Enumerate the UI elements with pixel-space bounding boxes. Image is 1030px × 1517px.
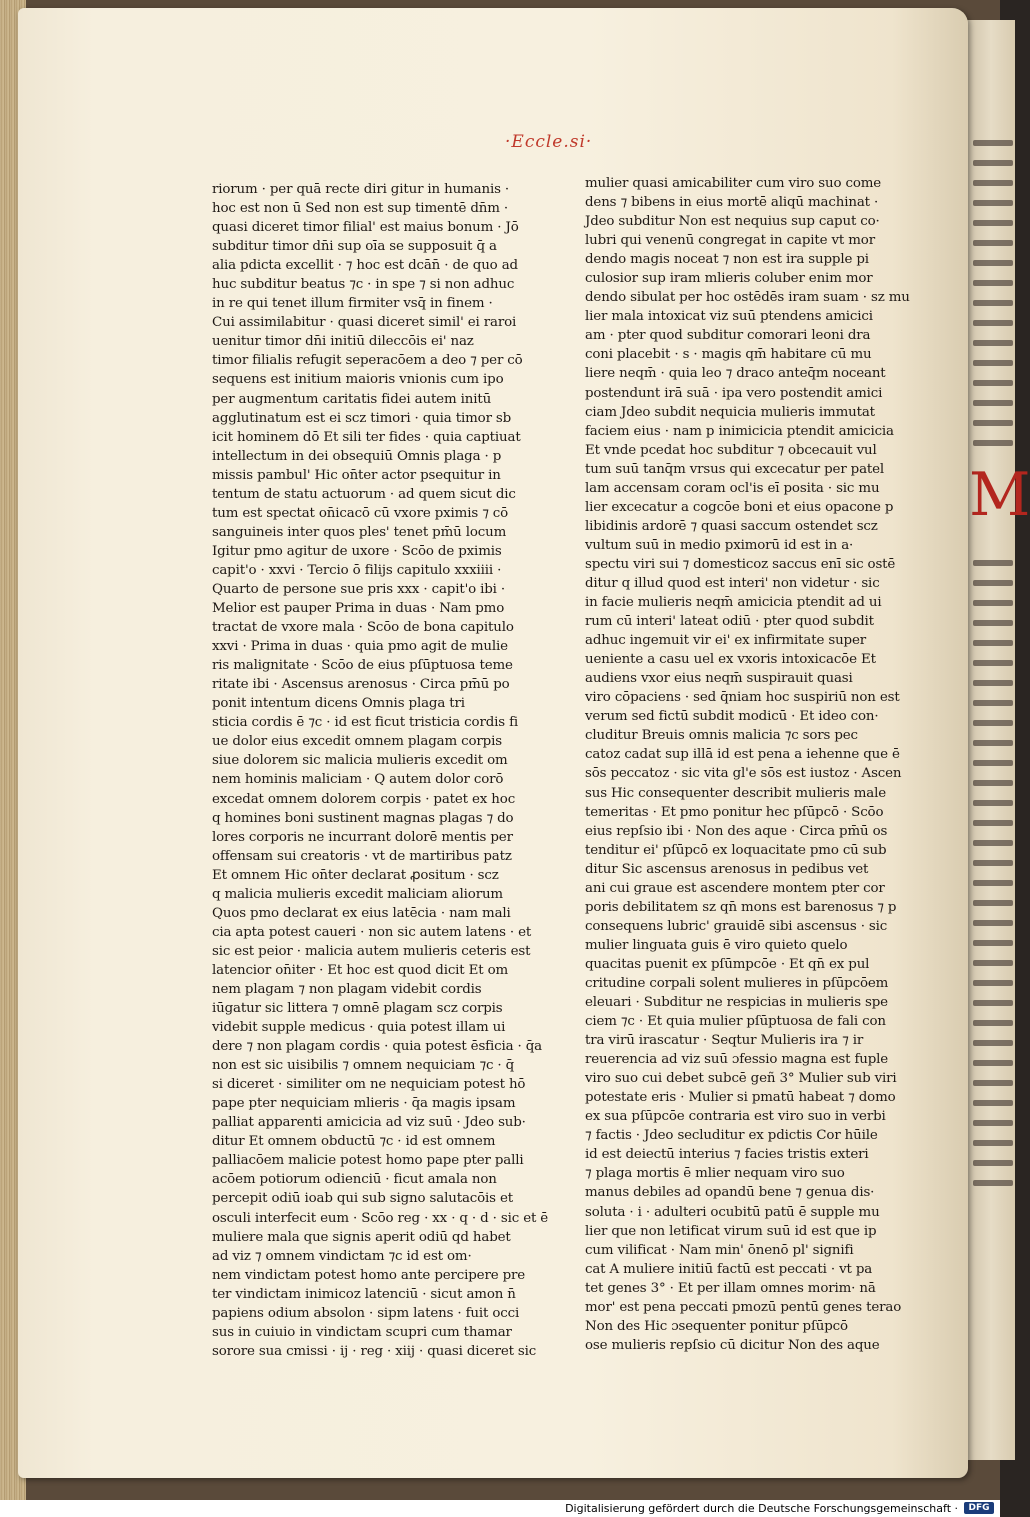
text-line: dendo magis noceat ⁊ non est ira supple pi bbox=[585, 252, 869, 268]
text-line: consequens lubric' grauidē sibi ascensus · sic bbox=[585, 918, 888, 934]
text-line: lier mala intoxicat viz suū ptendens amicici bbox=[585, 309, 873, 325]
text-line: palliacōem malicie potest homo pape pter palli bbox=[212, 1153, 524, 1169]
text-line: si diceret · similiter om ne nequiciam potest hō bbox=[212, 1077, 526, 1093]
text-line: lores corporis ne incurrant dolorē mentis per bbox=[212, 829, 513, 845]
text-line: sorore sua cmissi · ij · reg · xiij · quasi diceret sic bbox=[212, 1343, 537, 1359]
text-line: ⁊ plaga mortis ē mlier nequam viro suo bbox=[585, 1166, 845, 1182]
text-line: ciam Jdeo subdit nequicia mulieris immutat bbox=[585, 404, 875, 420]
text-line: eleuari · Subditur ne respicias in mulieris spe bbox=[585, 995, 888, 1011]
text-line: ditur Et omnem obductū ⁊c · id est omnem bbox=[212, 1134, 496, 1150]
text-line: faciem eius · nam p inimicicia ptendit amicicia bbox=[585, 423, 894, 439]
text-line: tractat de vxore mala · Scōo de bona capitulo bbox=[212, 620, 514, 636]
text-line: spectu viri sui ⁊ domesticoz saccus enī sic ostē bbox=[585, 556, 896, 572]
text-line: cia apta potest caueri · non sic autem latens · et bbox=[212, 924, 532, 940]
text-line: Jdeo subditur Non est nequius sup caput co· bbox=[585, 214, 880, 230]
text-line: videbit supple medicus · quia potest illam ui bbox=[212, 1020, 506, 1036]
text-line: latencior on̄iter · Et hoc est quod dicit Et om bbox=[212, 962, 509, 978]
text-line: tenditur ei' pſūpcō ex loquacitate pmo cū sub bbox=[585, 842, 887, 858]
text-line: verum sed fictū subdit modicū · Et ideo con· bbox=[585, 709, 879, 725]
text-line: eius repſsio ibi · Non des aque · Circa pm̄ū os bbox=[585, 823, 888, 839]
text-line: viro suo cui debet subcē geñ 3° Mulier sub viri bbox=[585, 1071, 897, 1087]
text-line: ditur q illud quod est interi' non videtur · sic bbox=[585, 575, 880, 591]
text-line: xxvi · Prima in duas · quia pmo agit de mulie bbox=[212, 639, 508, 655]
text-line: liere neqm̄ · quia leo ⁊ draco anteq̄m noceant bbox=[585, 366, 886, 382]
text-line: sanguineis inter quos ples' tenet pm̄ū locum bbox=[212, 524, 507, 540]
text-line: sequens est initium maioris vnionis cum ipo bbox=[212, 372, 504, 388]
text-line: percepit odiū ioab qui sub signo salutacōis et bbox=[212, 1191, 513, 1207]
text-line: ris malignitate · Scōo de eius pſūptuosa teme bbox=[212, 658, 513, 674]
text-line: ciem ⁊c · Et quia mulier pſūptuosa de fali con bbox=[585, 1014, 886, 1030]
text-line: ad viz ⁊ omnem vindictam ⁊c id est om· bbox=[212, 1248, 472, 1264]
text-line: viro cōpaciens · sed q̄niam hoc suspiriū non est bbox=[585, 690, 900, 706]
text-line: sic est peior · malicia autem mulieris ceteris est bbox=[212, 943, 531, 959]
text-line: mor' est pena peccati pmozū pentū genes terao bbox=[585, 1299, 902, 1315]
text-line: papiens odium absolon · sipm latens · fuit occi bbox=[212, 1305, 520, 1321]
text-line: mulier linguata guis ē viro quieto quelo bbox=[585, 937, 848, 953]
text-line: capit'o · xxvi · Tercio ō filijs capitulo xxxiiii · bbox=[212, 562, 502, 578]
text-line: in facie mulieris neqm̄ amicicia ptendit ad ui bbox=[585, 595, 882, 611]
text-line: timor filialis refugit seperacōem a deo ⁊ per cō bbox=[212, 353, 523, 369]
text-line: quacitas puenit ex pſūmpcōe · Et qn̄ ex pul bbox=[585, 956, 870, 972]
text-line: sticia cordis ē ⁊c · id est ficut tristicia cordis fi bbox=[212, 715, 519, 731]
text-line: tentum de statu actuorum · ad quem sicut dic bbox=[212, 486, 516, 502]
text-line: nem plagam ⁊ non plagam videbit cordis bbox=[212, 981, 482, 997]
running-head: ·Eccle.si· bbox=[505, 132, 593, 152]
text-line: Igitur pmo agitur de uxore · Scōo de pximis bbox=[212, 543, 502, 559]
text-line: dens ⁊ bibens in eius mortē aliqū machinat · bbox=[585, 195, 879, 211]
text-line: ue dolor eius excedit omnem plagam corpis bbox=[212, 734, 502, 750]
text-line: acōem potiorum odienciū · ficut amala non bbox=[212, 1172, 497, 1188]
text-line: postendunt irā suā · ipa vero postendit amici bbox=[585, 385, 883, 401]
text-line: tum est spectat on̄icacō cū vxore pximis ⁊ cō bbox=[212, 505, 509, 521]
text-line: muliere mala que signis aperit odiū qd habet bbox=[212, 1229, 511, 1245]
text-line: agglutinatum est ei scz timori · quia timor sb bbox=[212, 410, 512, 426]
text-line: adhuc ingemuit vir ei' ex infirmitate super bbox=[585, 633, 866, 649]
text-line: cum vilificat · Nam min' ōnenō pl' signifi bbox=[585, 1242, 854, 1258]
text-line: vultum suū in medio pximorū id est in a· bbox=[585, 537, 854, 553]
left-text-column bbox=[212, 180, 549, 1361]
text-line: rum cū interi' lateat odiū · pter quod subdit bbox=[585, 614, 874, 630]
text-line: am · pter quod subditur comorari leoni dra bbox=[585, 328, 871, 344]
text-line: Non des Hic ɔsequenter ponitur pſūpcō bbox=[585, 1318, 848, 1334]
text-line: ditur Sic ascensus arenosus in pedibus vet bbox=[585, 861, 869, 877]
text-line: subditur timor dn̄i sup oīa se supposuit q̄ a bbox=[212, 239, 497, 255]
text-line: Quos pmo declarat ex eius latēcia · nam mali bbox=[212, 905, 511, 921]
text-line: huc subditur beatus ⁊c · in spe ⁊ si non adhuc bbox=[212, 277, 515, 293]
text-line: cluditur Breuis omnis malicia ⁊c sors pec bbox=[585, 728, 858, 744]
text-line: q homines boni sustinent magnas plagas ⁊ do bbox=[212, 810, 514, 826]
text-line: mulier quasi amicabiliter cum viro suo come bbox=[585, 176, 882, 191]
text-line: quasi diceret timor filial' est maius bonum · Jō bbox=[212, 220, 519, 236]
text-line: excedat omnem dolorem corpis · patet ex hoc bbox=[212, 791, 516, 807]
text-line: in re qui tenet illum firmiter vsq̄ in finem · bbox=[212, 296, 493, 312]
text-line: nem vindictam potest homo ante percipere pre bbox=[212, 1267, 526, 1283]
text-line: Et vnde pcedat hoc subditur ⁊ obcecauit vul bbox=[585, 442, 877, 458]
text-line: ritate ibi · Ascensus arenosus · Circa pm̄ū po bbox=[212, 677, 510, 693]
text-line: cat A muliere initiū factū est peccati · vt pa bbox=[585, 1261, 873, 1277]
text-line: sōs peccatoz · sic vita gl'e sōs est iustoz · Ascen bbox=[585, 766, 902, 782]
text-line: libidinis ardorē ⁊ quasi saccum ostendet scz bbox=[585, 518, 878, 534]
text-line: lam accensam coram ocl'is eī posita · sic mu bbox=[585, 480, 880, 496]
text-line: sus in cuiuio in vindictam scupri cum thamar bbox=[212, 1324, 512, 1340]
text-line: critudine corpali solent mulieres in pſūpcōem bbox=[585, 975, 889, 991]
text-line: intellectum in dei obsequiū Omnis plaga · p bbox=[212, 448, 502, 464]
text-line: pape pter nequiciam mlieris · q̄a magis ipsam bbox=[212, 1096, 516, 1112]
text-line: tum suū tanq̄m vrsus qui excecatur per patel bbox=[585, 461, 885, 477]
text-line: ponit intentum dicens Omnis plaga tri bbox=[212, 696, 465, 712]
text-line: coni placebit · s · magis qm̄ habitare cū mu bbox=[585, 347, 872, 363]
text-line: icit hominem dō Et sili ter fides · quia captiuat bbox=[212, 429, 521, 445]
text-line: Melior est pauper Prima in duas · Nam pmo bbox=[212, 601, 505, 617]
text-line: ter vindictam inimicoz latenciū · sicut amon n̄ bbox=[212, 1286, 516, 1302]
text-line: uenitur timor dn̄i initiū dileccōis ei' naz bbox=[212, 334, 474, 350]
text-line: osculi interfecit eum · Scōo reg · xx · q · d · sic et ē bbox=[212, 1210, 549, 1226]
text-line: culosior sup iram mlieris coluber enim mor bbox=[585, 271, 873, 287]
text-line: alia pdicta excellit · ⁊ hoc est dcān̄ · de quo ad bbox=[212, 258, 518, 274]
text-line: non est sic uisibilis ⁊ omnem nequiciam ⁊c · q̄ bbox=[212, 1058, 515, 1074]
right-text-column bbox=[585, 174, 910, 1355]
dfg-logo: DFG bbox=[964, 1502, 994, 1514]
text-line: riorum · per quā recte diri gitur in humanis · bbox=[212, 182, 510, 197]
text-line: id est deiectū interius ⁊ facies tristis exteri bbox=[585, 1147, 869, 1163]
text-line: ani cui graue est ascendere montem pter cor bbox=[585, 880, 885, 896]
text-line: audiens vxor eius neqm̄ suspirauit quasi bbox=[585, 671, 853, 687]
text-line: dere ⁊ non plagam cordis · quia potest ēsficia · q̄a bbox=[212, 1039, 543, 1055]
text-line: poris debilitatem sz qn̄ mons est barenosus ⁊ p bbox=[585, 899, 897, 915]
text-line: iūgatur sic littera ⁊ omnē plagam scz corpis bbox=[212, 1001, 503, 1017]
text-line: catoz cadat sup illā id est pena a iehenne que ē bbox=[585, 747, 900, 763]
text-line: manus debiles ad opandū bene ⁊ genua dis· bbox=[585, 1185, 875, 1201]
text-line: per augmentum caritatis fidei autem initū bbox=[212, 391, 492, 407]
text-line: tra virū irascatur · Seqtur Mulieris ira ⁊ ir bbox=[585, 1033, 864, 1049]
text-line: missis pambul' Hic on̄ter actor psequitur in bbox=[212, 467, 501, 483]
text-line: sus Hic consequenter describit mulieris male bbox=[585, 785, 886, 801]
text-line: Cui assimilabitur · quasi diceret simil' ei raroi bbox=[212, 315, 517, 331]
text-line: hoc est non ū Sed non est sup timentē dn̄m · bbox=[212, 201, 509, 217]
text-line: ⁊ factis · Jdeo secluditur ex pdictis Cor hūile bbox=[585, 1128, 878, 1144]
text-line: temeritas · Et pmo ponitur hec pſūpcō · Scōo bbox=[585, 804, 884, 820]
text-line: offensam sui creatoris · vt de martiribus patz bbox=[212, 848, 512, 864]
text-line: siue dolorem sic malicia mulieris excedit om bbox=[212, 753, 508, 769]
text-line: palliat apparenti amicicia ad viz suū · Jdeo sub· bbox=[212, 1115, 526, 1131]
text-line: lier excecatur a cogcōe boni et eius opacone p bbox=[585, 499, 894, 515]
text-line: ose mulieris repſsio cū dicitur Non des aque bbox=[585, 1337, 880, 1353]
funding-notice: Digitalisierung gefördert durch die Deutsche Forschungsgemeinschaft · bbox=[565, 1502, 958, 1515]
text-line: nem hominis maliciam · Q autem dolor corō bbox=[212, 772, 504, 788]
facing-page-edge: M bbox=[955, 20, 1015, 1460]
text-line: reuerencia ad viz suū ɔfessio magna est fuple bbox=[585, 1052, 889, 1068]
text-line: ueniente a casu uel ex vxoris intoxicacōe Et bbox=[585, 652, 876, 668]
text-line: tet genes 3° · Et per illam omnes morim· nā bbox=[585, 1280, 876, 1296]
text-line: potestate eris · Mulier si pmatū habeat ⁊ domo bbox=[585, 1090, 896, 1106]
text-line: q malicia mulieris excedit maliciam aliorum bbox=[212, 886, 503, 902]
text-line: soluta · i · adulteri ocubitū patū ē supple mu bbox=[585, 1204, 880, 1220]
text-line: Et omnem Hic on̄ter declarat ꝓositum · scz bbox=[212, 867, 499, 883]
text-line: Quarto de persone sue pris xxx · capit'o ibi · bbox=[212, 581, 506, 597]
text-line: lubri qui venenū congregat in capite vt mor bbox=[585, 233, 875, 249]
text-line: ex sua pſūpcōe contraria est viro suo in verbi bbox=[585, 1109, 886, 1125]
text-line: dendo sibulat per hoc ostēdēs iram suam · sz mu bbox=[585, 290, 910, 306]
text-line: lier que non letificat virum suū id est que ip bbox=[585, 1223, 877, 1239]
